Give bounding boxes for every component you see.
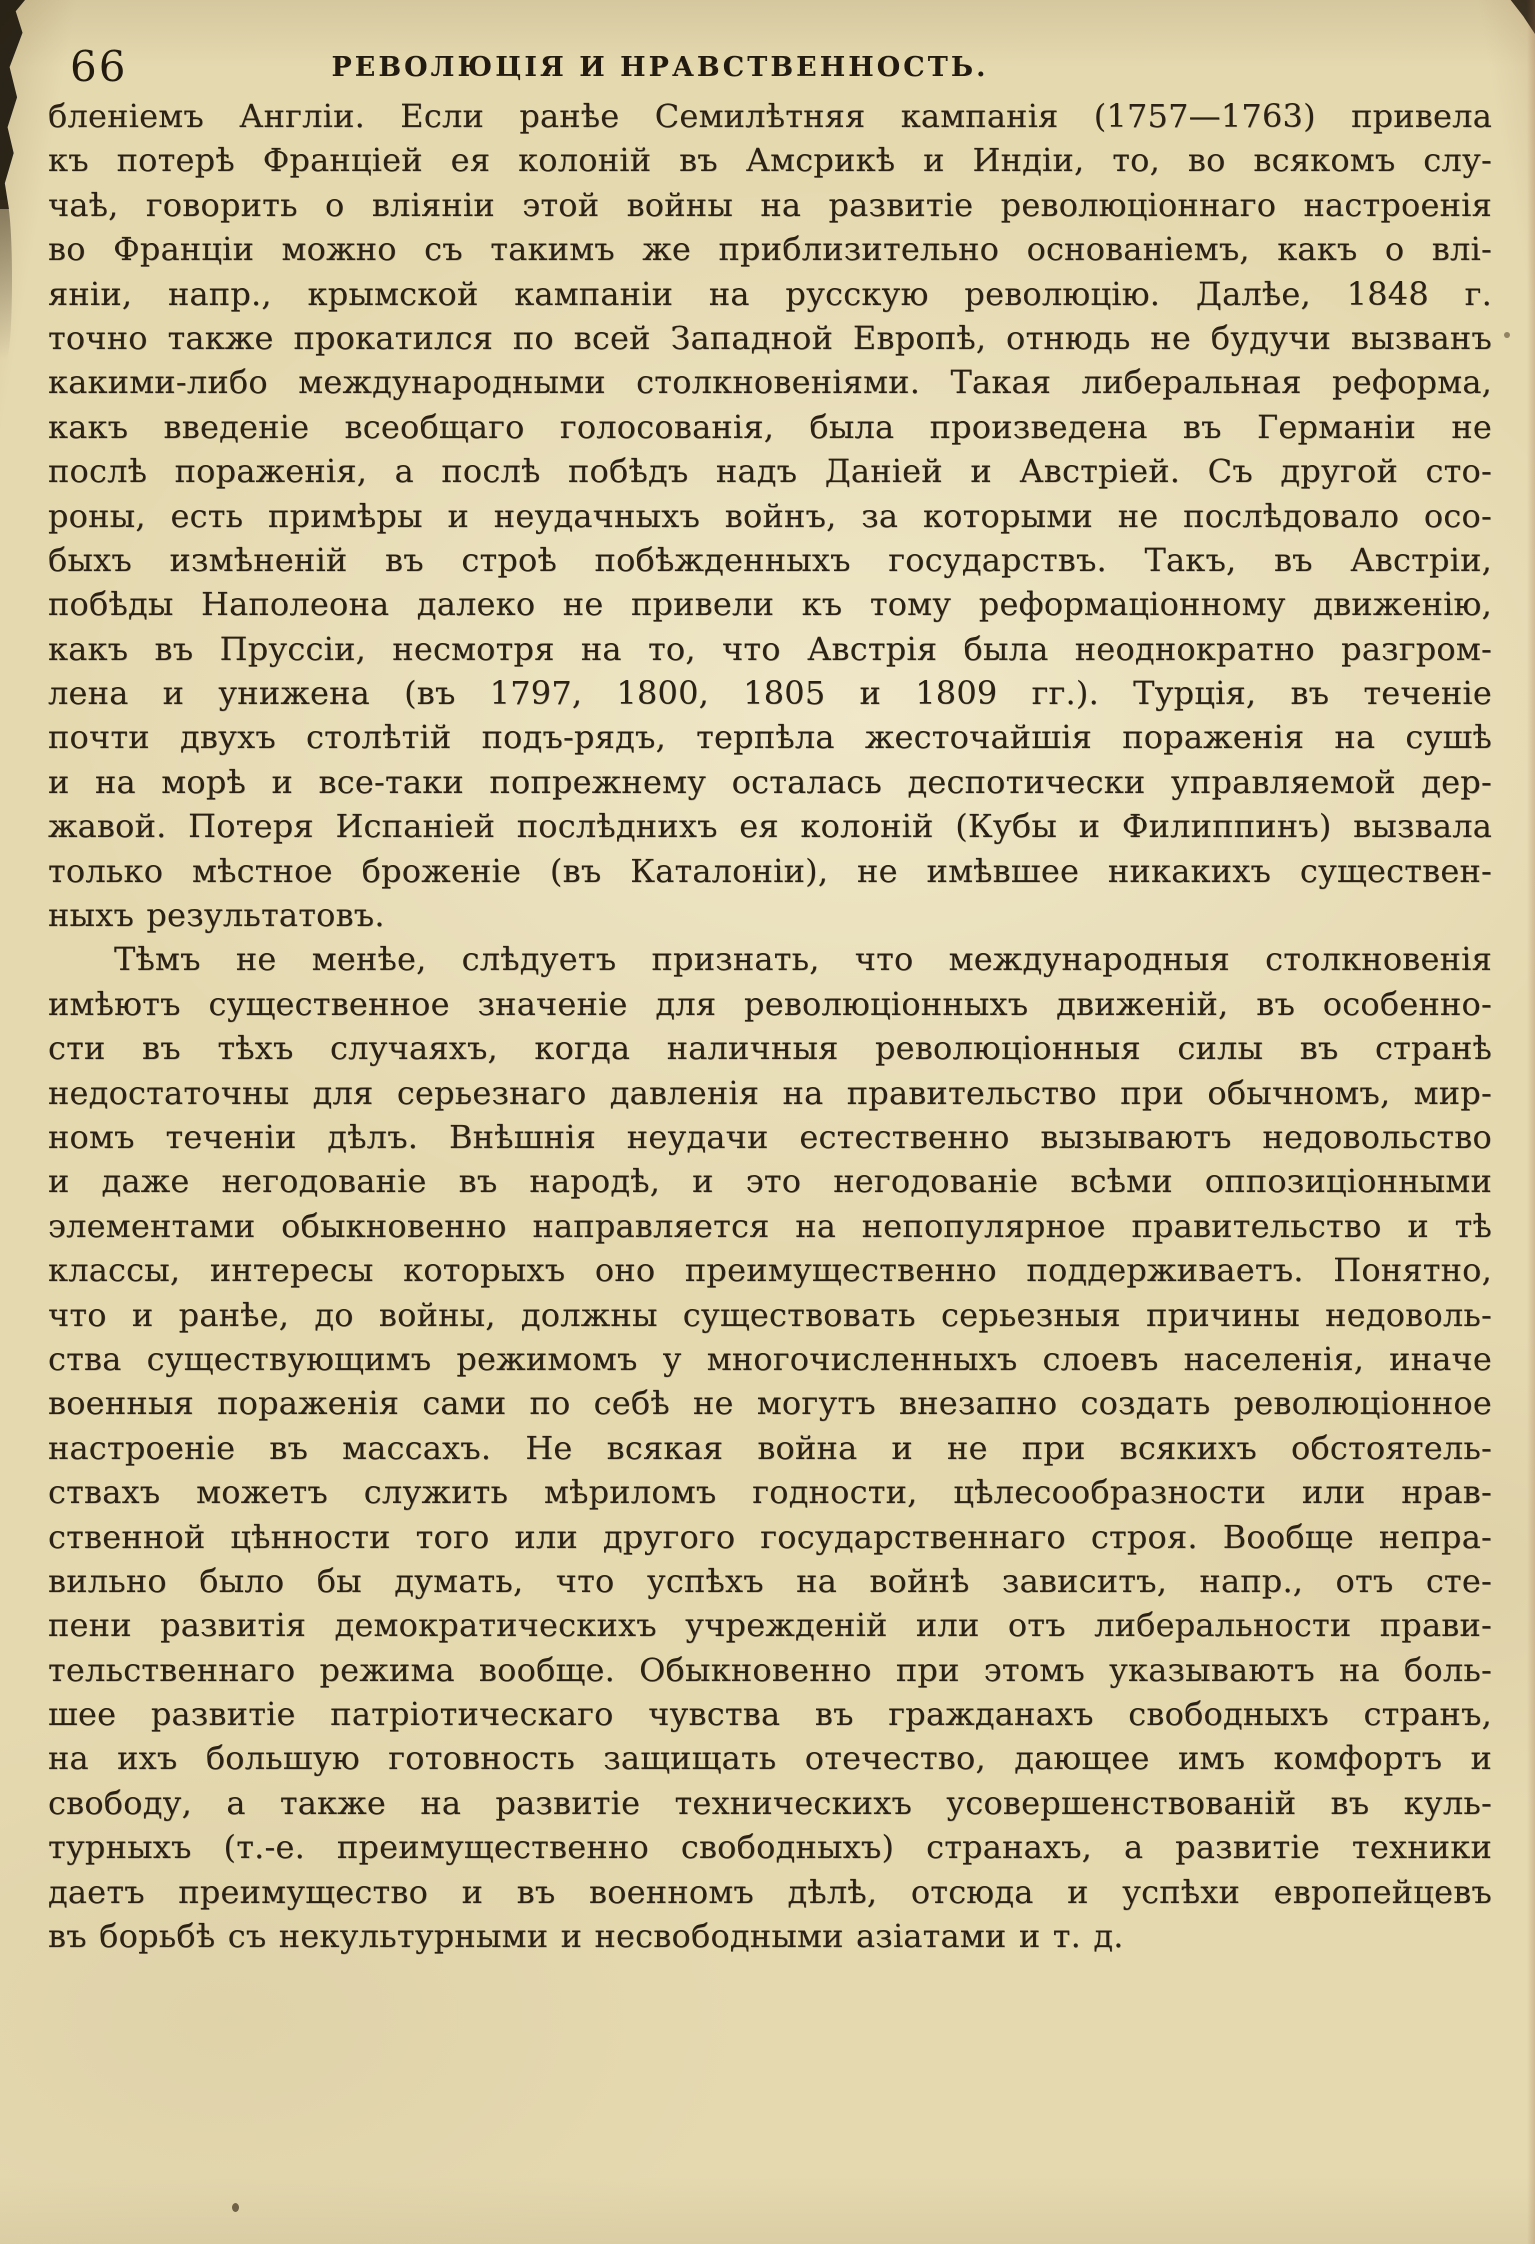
text-line: только мѣстное броженіе (въ Каталоніи), не имѣвшее никакихъ существен- (48, 851, 1492, 890)
text-line: что и ранѣе, до войны, должны существовать серьезныя причины недоволь- (48, 1295, 1492, 1334)
text-line: ныхъ результатовъ. (48, 896, 385, 935)
text-line: на ихъ большую готовность защищать отечество, дающее имъ комфортъ и (48, 1739, 1492, 1778)
text-line: въ борьбѣ съ некультурными и несвободными азіатами и т. д. (48, 1917, 1124, 1956)
text-line: лена и унижена (въ 1797, 1800, 1805 и 1809 гг.). Турція, въ теченіе (48, 674, 1492, 713)
body-text-block (48, 94, 1492, 1958)
text-line: вильно было бы думать, что успѣхъ на войнѣ зависитъ, напр., отъ сте- (48, 1561, 1492, 1600)
paper-speck (1504, 332, 1510, 338)
paper-stain-top-left (0, 0, 30, 209)
text-line: какъ въ Пруссіи, несмотря на то, что Австрія была неоднократно разгром- (48, 629, 1492, 668)
running-header-title: РЕВОЛЮЦІЯ И НРАВСТВЕННОСТЬ. (331, 52, 989, 83)
text-line: турныхъ (т.-е. преимущественно свободныхъ) странахъ, а развитіе техники (48, 1828, 1492, 1867)
text-line: Тѣмъ не менѣе, слѣдуетъ признать, что международныя столкновенія (114, 940, 1492, 979)
text-line: ственной цѣнности того или другого государственнаго строя. Вообще непра- (48, 1517, 1492, 1556)
paper-edge-right (1527, 0, 1535, 2244)
text-line: имѣютъ существенное значеніе для революціонныхъ движеній, въ особенно- (48, 984, 1492, 1023)
text-line: бленіемъ Англіи. Если ранѣе Семилѣтняя кампанія (1757—1763) привела (48, 97, 1492, 135)
text-line: тельственнаго режима вообще. Обыкновенно при этомъ указываютъ на боль- (48, 1650, 1492, 1689)
text-line: военныя пораженія сами по себѣ не могутъ внезапно создать революціонное (48, 1384, 1492, 1423)
text-line: шее развитіе патріотическаго чувства въ гражданахъ свободныхъ странъ, (48, 1695, 1492, 1734)
text-line: во Франціи можно съ такимъ же приблизительно основаніемъ, какъ о влі- (48, 230, 1492, 269)
text-line: и на морѣ и все-таки попрежнему осталась деспотически управляемой дер- (48, 762, 1492, 801)
page-number: 66 (70, 42, 128, 91)
text-line: номъ теченіи дѣлъ. Внѣшнія неудачи естественно вызываютъ недовольство (48, 1117, 1492, 1156)
text-line: быхъ измѣненій въ строѣ побѣжденныхъ государствъ. Такъ, въ Австріи, (48, 540, 1492, 579)
text-line: даетъ преимущество и въ военномъ дѣлѣ, отсюда и успѣхи европейцевъ (48, 1872, 1492, 1911)
paper-shadow-left-edge (0, 200, 12, 360)
text-line: чаѣ, говорить о вліяніи этой войны на развитіе революціоннаго настроенія (48, 185, 1492, 224)
text-line: классы, интересы которыхъ оно преимущественно поддерживаетъ. Понятно, (48, 1251, 1492, 1290)
text-line: яніи, напр., крымской кампаніи на русскую революцію. Далѣе, 1848 г. (48, 274, 1492, 313)
text-line: элементами обыкновенно направляется на непопулярное правительство и тѣ (48, 1206, 1492, 1245)
text-line: сти въ тѣхъ случаяхъ, когда наличныя революціонныя силы въ странѣ (48, 1029, 1492, 1068)
text-line: послѣ пораженія, а послѣ побѣдъ надъ Даніей и Австріей. Съ другой сто- (48, 452, 1492, 491)
text-line: роны, есть примѣры и неудачныхъ войнъ, за которыми не послѣдовало осо- (48, 496, 1492, 535)
text-line: какъ введеніе всеобщаго голосованія, была произведена въ Германіи не (48, 407, 1492, 446)
text-line: настроеніе въ массахъ. Не всякая война и не при всякихъ обстоятель- (48, 1428, 1492, 1467)
paper-speck (232, 2203, 239, 2212)
text-line: ства существующимъ режимомъ у многочисленныхъ слоевъ населенія, иначе (48, 1339, 1492, 1378)
text-line: какими-либо международными столкновеніями. Такая либеральная реформа, (48, 363, 1492, 402)
text-line: къ потерѣ Франціей ея колоній въ Амсрикѣ и Индіи, то, во всякомъ слу- (48, 141, 1492, 180)
text-line: и даже негодованіе въ народѣ, и это негодованіе всѣми оппозиціонными (48, 1162, 1492, 1201)
text-line: жавой. Потеря Испаніей послѣднихъ ея колоній (Кубы и Филиппинъ) вызвала (48, 807, 1492, 846)
text-line: свободу, а также на развитіе техническихъ усовершенствованій въ куль- (48, 1783, 1492, 1822)
text-line: пени развитія демократическихъ учрежденій или отъ либеральности прави- (48, 1606, 1492, 1645)
text-line: ствахъ можетъ служить мѣриломъ годности, цѣлесообразности или нрав- (48, 1473, 1492, 1512)
text-line: побѣды Наполеона далеко не привели къ тому реформаціонному движенію, (48, 585, 1492, 624)
text-line: недостаточны для серьезнаго давленія на правительство при обычномъ, мир- (48, 1073, 1492, 1112)
text-line: точно также прокатился по всей Западной Европѣ, отнюдь не будучи вызванъ (48, 318, 1492, 357)
text-line: почти двухъ столѣтій подъ-рядъ, терпѣла жесточайшія пораженія на сушѣ (48, 718, 1492, 757)
